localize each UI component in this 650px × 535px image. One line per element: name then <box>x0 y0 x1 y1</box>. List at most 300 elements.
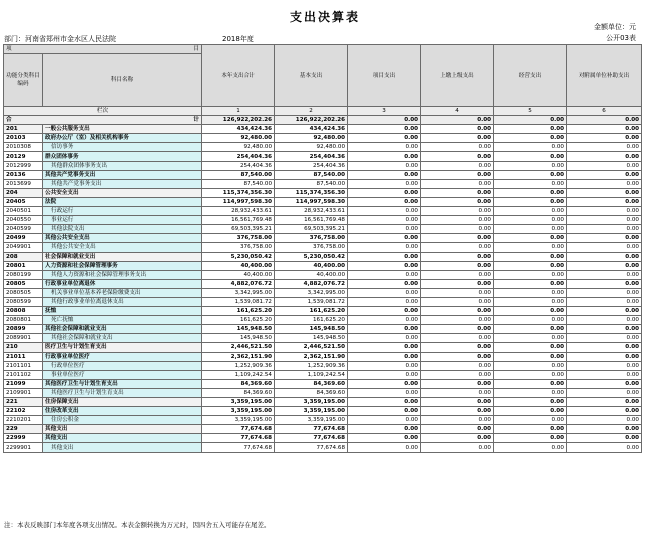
amount-cell: 0.00 <box>494 352 567 361</box>
amount-cell: 0.00 <box>494 398 567 407</box>
subject-name-text: 其他社会保障和就业支出 <box>51 335 113 342</box>
subject-name <box>43 425 202 434</box>
subject-name <box>43 252 202 261</box>
subject-name-text: 公共安全支出 <box>45 189 79 196</box>
amount-cell: 0.00 <box>567 270 642 279</box>
table-row <box>4 388 642 397</box>
amount-cell: 0.00 <box>348 170 421 179</box>
amount-cell: 87,540.00 <box>275 170 348 179</box>
amount-cell: 0.00 <box>567 334 642 343</box>
subject-code: 2040550 <box>4 216 43 225</box>
amount-cell: 0.00 <box>348 425 421 434</box>
amount-cell: 77,674.68 <box>202 425 275 434</box>
table-row <box>4 143 642 152</box>
subject-code: 2080505 <box>4 288 43 297</box>
amount-cell: 0.00 <box>567 243 642 252</box>
total-label <box>4 116 202 125</box>
subject-name <box>43 243 202 252</box>
table-row <box>4 343 642 352</box>
amount-cell: 114,997,598.30 <box>202 197 275 206</box>
amount-cell: 3,359,195.00 <box>202 398 275 407</box>
subject-name <box>43 225 202 234</box>
col-header-6: 对附属单位补助支出 <box>567 45 642 107</box>
amount-cell: 0.00 <box>567 361 642 370</box>
amount-cell: 0.00 <box>567 143 642 152</box>
amount-cell: 0.00 <box>567 307 642 316</box>
amount-cell: 0.00 <box>348 325 421 334</box>
subject-name <box>43 398 202 407</box>
subject-code: 22999 <box>4 434 43 443</box>
amount-cell: 0.00 <box>421 270 494 279</box>
subject-code: 20899 <box>4 325 43 334</box>
amount-cell: 0.00 <box>421 388 494 397</box>
amount-cell: 28,932,433.61 <box>202 207 275 216</box>
amount-cell: 1,539,081.72 <box>275 297 348 306</box>
amount-cell: 0.00 <box>567 125 642 134</box>
amount-cell: 0.00 <box>494 370 567 379</box>
amount-cell: 0.00 <box>421 207 494 216</box>
amount-cell: 0.00 <box>567 316 642 325</box>
amount-cell: 0.00 <box>421 261 494 270</box>
amount-cell: 0.00 <box>348 434 421 443</box>
subject-name-text: 其他社会保障和就业支出 <box>45 326 107 333</box>
amount-cell: 0.00 <box>421 361 494 370</box>
subject-name-text: 其他法院支出 <box>51 226 85 233</box>
amount-cell: 0.00 <box>348 134 421 143</box>
subject-name-text: 其他公共安全支出 <box>51 244 96 251</box>
col-header-1: 本年支出合计 <box>202 45 275 107</box>
amount-cell: 0.00 <box>421 143 494 152</box>
amount-cell: 115,374,356.30 <box>202 188 275 197</box>
subject-name <box>43 407 202 416</box>
amount-cell: 0.00 <box>421 197 494 206</box>
subject-name <box>43 134 202 143</box>
amount-cell: 0.00 <box>494 343 567 352</box>
table-row <box>4 297 642 306</box>
amount-cell: 0.00 <box>421 316 494 325</box>
amount-cell: 0.00 <box>494 188 567 197</box>
amount-cell: 0.00 <box>567 416 642 425</box>
amount-cell: 87,540.00 <box>202 170 275 179</box>
subject-code: 20405 <box>4 197 43 206</box>
table-row <box>4 407 642 416</box>
amount-cell: 254,404.36 <box>202 161 275 170</box>
subject-code: 21099 <box>4 379 43 388</box>
amount-cell: 0.00 <box>567 261 642 270</box>
code-header: 功能分类科目编码 <box>4 54 43 107</box>
amount-cell: 0.00 <box>348 361 421 370</box>
subject-name <box>43 152 202 161</box>
amount-cell: 0.00 <box>421 234 494 243</box>
subject-code: 2010308 <box>4 143 43 152</box>
amount-cell: 0.00 <box>348 179 421 188</box>
amount-cell: 40,400.00 <box>275 270 348 279</box>
subject-name-text: 一般公共服务支出 <box>45 126 90 133</box>
subject-name-text: 行政单位医疗 <box>51 362 85 369</box>
table-row <box>4 216 642 225</box>
subject-name <box>43 343 202 352</box>
subject-code: 2040501 <box>4 207 43 216</box>
subject-code: 229 <box>4 425 43 434</box>
subject-code: 2049901 <box>4 243 43 252</box>
table-row <box>4 170 642 179</box>
subject-name-text: 其他行政事业单位离退休支出 <box>51 299 124 306</box>
amount-cell: 0.00 <box>348 388 421 397</box>
subject-name-text: 其他人力资源和社会保障管理事务支出 <box>51 271 147 278</box>
subject-name <box>43 207 202 216</box>
amount-cell: 0.00 <box>421 216 494 225</box>
subject-name <box>43 170 202 179</box>
amount-cell: 77,674.68 <box>275 434 348 443</box>
amount-cell: 3,359,195.00 <box>275 407 348 416</box>
amount-cell: 0.00 <box>348 307 421 316</box>
amount-cell: 0.00 <box>567 297 642 306</box>
amount-cell: 0.00 <box>494 125 567 134</box>
subject-name <box>43 434 202 443</box>
amount-cell: 0.00 <box>421 307 494 316</box>
amount-cell: 0.00 <box>567 179 642 188</box>
amount-cell: 0.00 <box>567 207 642 216</box>
table-row <box>4 152 642 161</box>
amount-cell: 0.00 <box>348 252 421 261</box>
col-header-2: 基本支出 <box>275 45 348 107</box>
table-number: 公开03表 <box>606 34 636 42</box>
table-row <box>4 125 642 134</box>
amount-cell: 0.00 <box>348 443 421 452</box>
subject-name-text: 行政运行 <box>51 208 74 215</box>
amount-cell: 87,540.00 <box>202 179 275 188</box>
subject-name <box>43 297 202 306</box>
subject-code: 221 <box>4 398 43 407</box>
amount-cell: 0.00 <box>421 352 494 361</box>
subject-name <box>43 125 202 134</box>
table-row <box>4 188 642 197</box>
subject-name <box>43 216 202 225</box>
amount-cell: 0.00 <box>494 307 567 316</box>
amount-cell: 0.00 <box>421 370 494 379</box>
name-header: 科目名称 <box>43 54 202 107</box>
subject-code: 2080599 <box>4 297 43 306</box>
amount-cell: 0.00 <box>494 261 567 270</box>
subject-name <box>43 307 202 316</box>
amount-cell: 145,948.50 <box>202 334 275 343</box>
total-value: 0.00 <box>494 116 567 125</box>
subject-code: 20499 <box>4 234 43 243</box>
amount-cell: 0.00 <box>421 443 494 452</box>
amount-cell: 0.00 <box>494 288 567 297</box>
subject-name-text: 群众团体事务 <box>45 153 79 160</box>
amount-cell: 0.00 <box>421 407 494 416</box>
subject-name-text: 事业运行 <box>51 217 74 224</box>
total-value: 0.00 <box>421 116 494 125</box>
amount-cell: 0.00 <box>348 407 421 416</box>
amount-cell: 77,674.68 <box>275 425 348 434</box>
amount-cell: 0.00 <box>494 361 567 370</box>
subject-name-text: 其他医疗卫生与计划生育支出 <box>45 380 118 387</box>
amount-cell: 40,400.00 <box>275 261 348 270</box>
subject-name <box>43 361 202 370</box>
subject-name-text: 政府办公厅（室）及相关机构事务 <box>45 135 129 142</box>
amount-cell: 0.00 <box>348 288 421 297</box>
table-row <box>4 261 642 270</box>
amount-cell: 1,252,909.36 <box>202 361 275 370</box>
amount-cell: 69,503,395.21 <box>202 225 275 234</box>
amount-cell: 0.00 <box>494 216 567 225</box>
amount-cell: 0.00 <box>348 279 421 288</box>
amount-cell: 0.00 <box>348 216 421 225</box>
amount-cell: 0.00 <box>494 197 567 206</box>
amount-cell: 0.00 <box>421 179 494 188</box>
table-row <box>4 398 642 407</box>
amount-cell: 4,882,076.72 <box>202 279 275 288</box>
amount-cell: 0.00 <box>348 161 421 170</box>
amount-cell: 0.00 <box>348 143 421 152</box>
amount-cell: 376,758.00 <box>275 234 348 243</box>
subject-code: 20808 <box>4 307 43 316</box>
subject-name <box>43 197 202 206</box>
amount-cell: 40,400.00 <box>202 261 275 270</box>
subject-name-text: 其他共产党事务支出 <box>51 180 102 187</box>
amount-cell: 77,674.68 <box>202 443 275 452</box>
subject-name <box>43 143 202 152</box>
amount-cell: 0.00 <box>494 434 567 443</box>
amount-cell: 0.00 <box>421 125 494 134</box>
expenditure-table <box>3 44 642 453</box>
subject-name-text: 其他公共安全支出 <box>45 235 90 242</box>
subject-name-text: 其他共产党事务支出 <box>45 171 96 178</box>
amount-cell: 0.00 <box>494 316 567 325</box>
amount-cell: 0.00 <box>348 234 421 243</box>
subject-code: 2109901 <box>4 388 43 397</box>
amount-cell: 0.00 <box>494 270 567 279</box>
amount-cell: 254,404.36 <box>275 152 348 161</box>
amount-cell: 0.00 <box>348 225 421 234</box>
subject-code: 2013699 <box>4 179 43 188</box>
amount-cell: 0.00 <box>567 197 642 206</box>
amount-cell: 40,400.00 <box>202 270 275 279</box>
amount-cell: 0.00 <box>494 234 567 243</box>
amount-cell: 0.00 <box>421 425 494 434</box>
amount-cell: 0.00 <box>567 343 642 352</box>
total-label-left: 合 <box>6 117 12 124</box>
amount-cell: 2,362,151.90 <box>275 352 348 361</box>
subject-name <box>43 179 202 188</box>
amount-cell: 84,369.60 <box>275 379 348 388</box>
amount-cell: 0.00 <box>494 170 567 179</box>
department-label: 部门：河南省郑州市金水区人民法院 <box>4 35 116 43</box>
subject-name <box>43 325 202 334</box>
amount-cell: 434,424.36 <box>202 125 275 134</box>
amount-cell: 77,674.68 <box>202 434 275 443</box>
amount-cell: 0.00 <box>494 325 567 334</box>
amount-cell: 0.00 <box>348 370 421 379</box>
amount-cell: 0.00 <box>494 161 567 170</box>
amount-cell: 0.00 <box>348 207 421 216</box>
col-header-3: 项目支出 <box>348 45 421 107</box>
amount-cell: 376,758.00 <box>202 243 275 252</box>
table-row <box>4 352 642 361</box>
amount-cell: 254,404.36 <box>202 152 275 161</box>
amount-cell: 0.00 <box>567 325 642 334</box>
subject-name-text: 抚恤 <box>45 308 57 315</box>
amount-cell: 0.00 <box>494 425 567 434</box>
amount-cell: 0.00 <box>421 288 494 297</box>
amount-cell: 0.00 <box>494 388 567 397</box>
amount-cell: 0.00 <box>494 134 567 143</box>
amount-cell: 5,230,050.42 <box>275 252 348 261</box>
header-xiangmu-row <box>4 45 642 54</box>
subject-name-text: 行政事业单位离退休 <box>45 280 96 287</box>
amount-cell: 92,480.00 <box>202 134 275 143</box>
subject-name-text: 机关事业单位基本养老保险缴费支出 <box>51 289 141 296</box>
subject-code: 22102 <box>4 407 43 416</box>
amount-cell: 0.00 <box>494 152 567 161</box>
subject-code: 2299901 <box>4 443 43 452</box>
amount-cell: 376,758.00 <box>275 243 348 252</box>
subject-name-text: 行政事业单位医疗 <box>45 353 90 360</box>
table-row <box>4 243 642 252</box>
amount-cell: 0.00 <box>348 334 421 343</box>
subject-name <box>43 279 202 288</box>
amount-cell: 0.00 <box>567 443 642 452</box>
seq-3: 3 <box>348 107 421 116</box>
amount-cell: 3,359,195.00 <box>202 416 275 425</box>
amount-cell: 0.00 <box>348 379 421 388</box>
amount-cell: 0.00 <box>421 252 494 261</box>
table-row <box>4 179 642 188</box>
amount-cell: 0.00 <box>567 398 642 407</box>
table-row <box>4 416 642 425</box>
xiang-label: 项 <box>6 46 12 52</box>
subject-name <box>43 379 202 388</box>
table-row <box>4 370 642 379</box>
subject-name <box>43 288 202 297</box>
year-label: 2018年度 <box>222 35 254 43</box>
table-row <box>4 434 642 443</box>
subject-code: 20103 <box>4 134 43 143</box>
subject-code: 20805 <box>4 279 43 288</box>
amount-cell: 0.00 <box>494 407 567 416</box>
amount-cell: 0.00 <box>421 243 494 252</box>
amount-cell: 0.00 <box>348 297 421 306</box>
amount-cell: 0.00 <box>348 352 421 361</box>
subject-name <box>43 352 202 361</box>
amount-cell: 0.00 <box>421 161 494 170</box>
amount-cell: 0.00 <box>494 443 567 452</box>
subject-name <box>43 443 202 452</box>
amount-cell: 0.00 <box>494 334 567 343</box>
amount-cell: 254,404.36 <box>275 161 348 170</box>
amount-cell: 0.00 <box>348 125 421 134</box>
amount-cell: 87,540.00 <box>275 179 348 188</box>
amount-cell: 0.00 <box>567 170 642 179</box>
seq-4: 4 <box>421 107 494 116</box>
amount-cell: 0.00 <box>421 152 494 161</box>
subject-code: 210 <box>4 343 43 352</box>
total-value: 126,922,202.26 <box>275 116 348 125</box>
xiangmu-cell <box>4 45 202 54</box>
amount-cell: 0.00 <box>421 398 494 407</box>
amount-cell: 3,359,195.00 <box>275 398 348 407</box>
amount-cell: 161,625.20 <box>275 307 348 316</box>
subject-name-text: 人力资源和社会保障管理事务 <box>45 262 118 269</box>
amount-cell: 1,109,242.54 <box>202 370 275 379</box>
subject-code: 2080801 <box>4 316 43 325</box>
amount-cell: 0.00 <box>421 334 494 343</box>
subject-name <box>43 188 202 197</box>
amount-cell: 77,674.68 <box>275 443 348 452</box>
table-row <box>4 325 642 334</box>
subject-name <box>43 234 202 243</box>
amount-cell: 0.00 <box>348 316 421 325</box>
table-row <box>4 379 642 388</box>
amount-cell: 0.00 <box>567 407 642 416</box>
amount-cell: 0.00 <box>421 434 494 443</box>
subject-name <box>43 370 202 379</box>
amount-cell: 5,230,050.42 <box>202 252 275 261</box>
amount-cell: 0.00 <box>421 379 494 388</box>
amount-cell: 69,503,395.21 <box>275 225 348 234</box>
amount-cell: 0.00 <box>421 297 494 306</box>
subject-name-text: 住房公积金 <box>51 417 79 424</box>
amount-cell: 0.00 <box>567 279 642 288</box>
currency-unit: 金额单位：元 <box>594 23 636 31</box>
amount-cell: 0.00 <box>348 261 421 270</box>
subject-name <box>43 270 202 279</box>
table-row <box>4 307 642 316</box>
amount-cell: 3,359,195.00 <box>202 407 275 416</box>
amount-cell: 0.00 <box>567 134 642 143</box>
subject-code: 201 <box>4 125 43 134</box>
subject-code: 2089901 <box>4 334 43 343</box>
col-header-4: 上缴上级支出 <box>421 45 494 107</box>
subject-name <box>43 334 202 343</box>
amount-cell: 0.00 <box>567 388 642 397</box>
total-value: 0.00 <box>567 116 642 125</box>
table-row <box>4 425 642 434</box>
subject-name <box>43 316 202 325</box>
amount-cell: 4,882,076.72 <box>275 279 348 288</box>
amount-cell: 0.00 <box>348 416 421 425</box>
unit-info <box>594 22 636 44</box>
seq-1: 1 <box>202 107 275 116</box>
amount-cell: 0.00 <box>494 379 567 388</box>
amount-cell: 145,948.50 <box>275 325 348 334</box>
amount-cell: 1,109,242.54 <box>275 370 348 379</box>
table-row <box>4 288 642 297</box>
subject-code: 2101102 <box>4 370 43 379</box>
amount-cell: 0.00 <box>421 170 494 179</box>
amount-cell: 2,362,151.90 <box>202 352 275 361</box>
amount-cell: 0.00 <box>494 416 567 425</box>
amount-cell: 0.00 <box>348 343 421 352</box>
amount-cell: 0.00 <box>494 207 567 216</box>
amount-cell: 0.00 <box>567 225 642 234</box>
amount-cell: 0.00 <box>494 143 567 152</box>
amount-cell: 434,424.36 <box>275 125 348 134</box>
amount-cell: 0.00 <box>348 398 421 407</box>
amount-cell: 0.00 <box>567 370 642 379</box>
amount-cell: 114,997,598.30 <box>275 197 348 206</box>
amount-cell: 84,369.60 <box>275 388 348 397</box>
subject-name-text: 其他支出 <box>51 444 74 451</box>
amount-cell: 0.00 <box>567 434 642 443</box>
total-row <box>4 116 642 125</box>
amount-cell: 161,625.20 <box>202 316 275 325</box>
amount-cell: 3,342,995.00 <box>202 288 275 297</box>
amount-cell: 28,932,433.61 <box>275 207 348 216</box>
amount-cell: 0.00 <box>567 161 642 170</box>
